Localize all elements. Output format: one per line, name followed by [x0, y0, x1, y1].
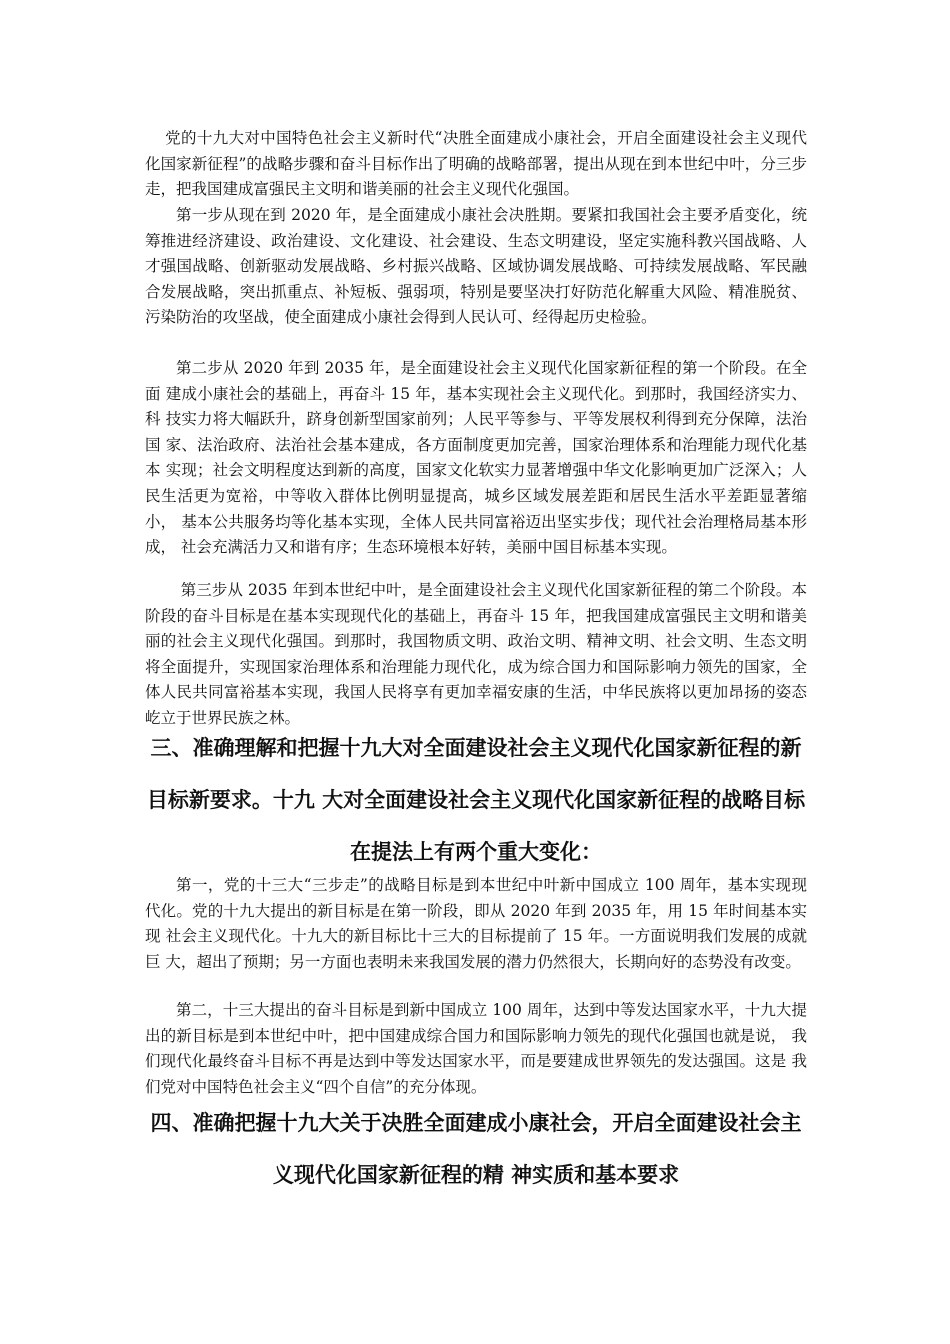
paragraph-step-two: 第二步从 2020 年到 2035 年，是全面建设社会主义现代化国家新征程的第一个阶段。在全面 建成小康社会的基础上，再奋斗 15 年，基本实现社会主义现代化。到那时，我国经济实力、科 技实力将大幅跃升，跻身创新型国家前列；人民平等参与、平等发展权利得到充分保障，法治国 家、法治政府、法治社会基本建成，各方面制度更加完善，国家治理体系和治理能力现代化基本 实现；社会文明程度达到新的高度，国家文化软实力显著增强中华文化影响更加广泛深入；人 民生活更为宽裕，中等收入群体比例明显提高，城乡区域发展差距和居民生活水平差距显著缩小， 基本公共服务均等化基本实现，全体人民共同富裕迈出坚实步伐；现代社会治理格局基本形成， 社会充满活力又和谐有序；生态环境根本好转，美丽中国目标基本实现。: [145, 359, 807, 557]
paragraph-step-one: 第一步从现在到 2020 年，是全面建成小康社会决胜期。要紧扣我国社会主要矛盾变化，统 筹推进经济建设、政治建设、文化建设、社会建设、生态文明建设，坚定实施科教兴国战略、人 才强国战略、创新驱动发展战略、乡村振兴战略、区域协调发展战略、可持续发展战略、军民融 合发展战略，突出抓重点、补短板、强弱项，特别是要坚决打好防范化解重大风险、精准脱贫、 污染防治的攻坚战，使全面建成小康社会得到人民认可、经得起历史检验。: [145, 206, 807, 327]
paragraph-first-change: 第一，党的十三大“三步走”的战略目标是到本世纪中叶新中国成立 100 周年，基本实现现 代化。党的十九大提出的新目标是在第一阶段，即从 2020 年到 2035 年，用 15 年时间基本实现 社会主义现代化。十九大的新目标比十三大的目标提前了 15 年。一方面说明我们发展的成就巨 大，超出了预期；另一方面也表明未来我国发展的潜力仍然很大，长期向好的态势没有改变。: [145, 876, 807, 971]
paragraph-second-change: 第二，十三大提出的奋斗目标是到新中国成立 100 周年，达到中等发达国家水平，十九大提 出的新目标是到本世纪中叶，把中国建成综合国力和国际影响力领先的现代化强国也就是说， 我们现代化最终奋斗目标不再是达到中等发达国家水平，而是要建成世界领先的发达强国。这是 我们党对中国特色社会主义“四个自信”的充分体现。: [145, 1001, 807, 1096]
section-heading-4: 四、准确把握十九大关于决胜全面建成小康社会，开启全面建设社会主义现代化国家新征程的精 神实质和基本要求: [150, 1111, 802, 1187]
paragraph-strategic-deployment: 党的十九大对中国特色社会主义新时代“决胜全面建成小康社会，开启全面建设社会主义现代化国家新征程”的战略步骤和奋斗目标作出了明确的战略部署，提出从现在到本世纪中叶，分三步走，把我国建成富强民主文明和谐美丽的社会主义现代化强国。: [145, 129, 807, 199]
paragraph-step-three: 第三步从 2035 年到本世纪中叶，是全面建设社会主义现代化国家新征程的第二个阶段。本 阶段的奋斗目标是在基本实现现代化的基础上，再奋斗 15 年，把我国建成富强民主文明和谐美 丽的社会主义现代化强国。到那时，我国物质文明、政治文明、精神文明、社会文明、生态文明 将全面提升，实现国家治理体系和治理能力现代化，成为综合国力和国际影响力领先的国家，全 体人民共同富裕基本实现，我国人民将享有更加幸福安康的生活，中华民族将以更加昂扬的姿态 屹立于世界民族之林。: [145, 581, 807, 727]
section-heading-3: 三、准确理解和把握十九大对全面建设社会主义现代化国家新征程的新目标新要求。十九 大对全面建设社会主义现代化国家新征程的战略目标在提法上有两个重大变化：: [146, 736, 806, 864]
